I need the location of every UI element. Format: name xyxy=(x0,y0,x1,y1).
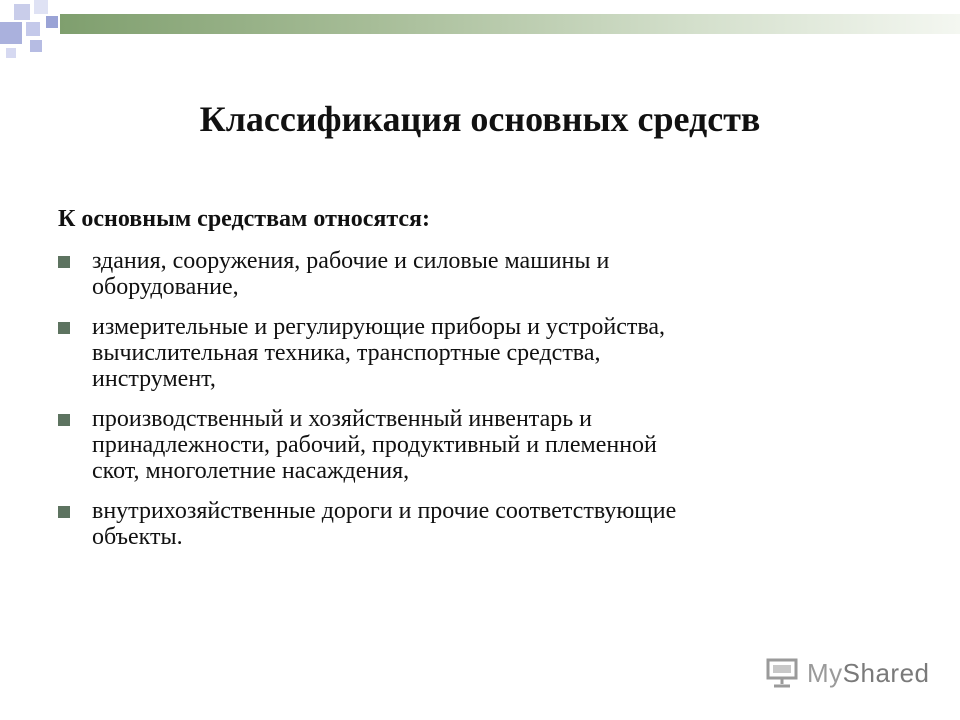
bullet-line: измерительные и регулирующие приборы и устройства, xyxy=(92,314,665,340)
header-gradient-bar xyxy=(60,14,960,34)
bullet-line: принадлежности, рабочий, продуктивный и племенной xyxy=(92,432,657,458)
slide-title: Классификация основных средств xyxy=(199,99,761,139)
bullet-line: оборудование, xyxy=(92,274,239,300)
bullet-line: инструмент, xyxy=(92,366,216,392)
square-bullet-icon xyxy=(58,322,70,334)
decor-square xyxy=(46,16,58,28)
decor-square xyxy=(30,40,42,52)
bullet-line: вычислительная техника, транспортные средства, xyxy=(92,340,601,366)
presentation-board-icon xyxy=(765,658,799,688)
bullet-line: производственный и хозяйственный инвентарь и xyxy=(92,406,593,432)
decor-square xyxy=(6,48,16,58)
square-bullet-icon xyxy=(58,506,70,518)
list-item xyxy=(58,248,898,300)
bullet-line: скот, многолетние насаждения, xyxy=(92,458,410,484)
watermark-text: MyShared xyxy=(807,657,930,688)
list-item xyxy=(58,498,898,550)
myshared-watermark xyxy=(765,656,930,690)
square-bullet-icon xyxy=(58,256,70,268)
bullet-line: здания, сооружения, рабочие и силовые машины и xyxy=(92,248,610,274)
bullet-line: объекты. xyxy=(92,524,183,550)
decor-square xyxy=(14,4,30,20)
list-item xyxy=(58,406,898,484)
square-bullet-icon xyxy=(58,414,70,426)
decor-square xyxy=(26,22,40,36)
intro-text: К основным средствам относятся: xyxy=(58,206,431,232)
list-item xyxy=(58,314,898,392)
decor-square xyxy=(0,22,22,44)
bullet-line: внутрихозяйственные дороги и прочие соответствующие xyxy=(92,498,677,524)
bullet-list xyxy=(58,248,898,564)
decor-square xyxy=(34,0,48,14)
